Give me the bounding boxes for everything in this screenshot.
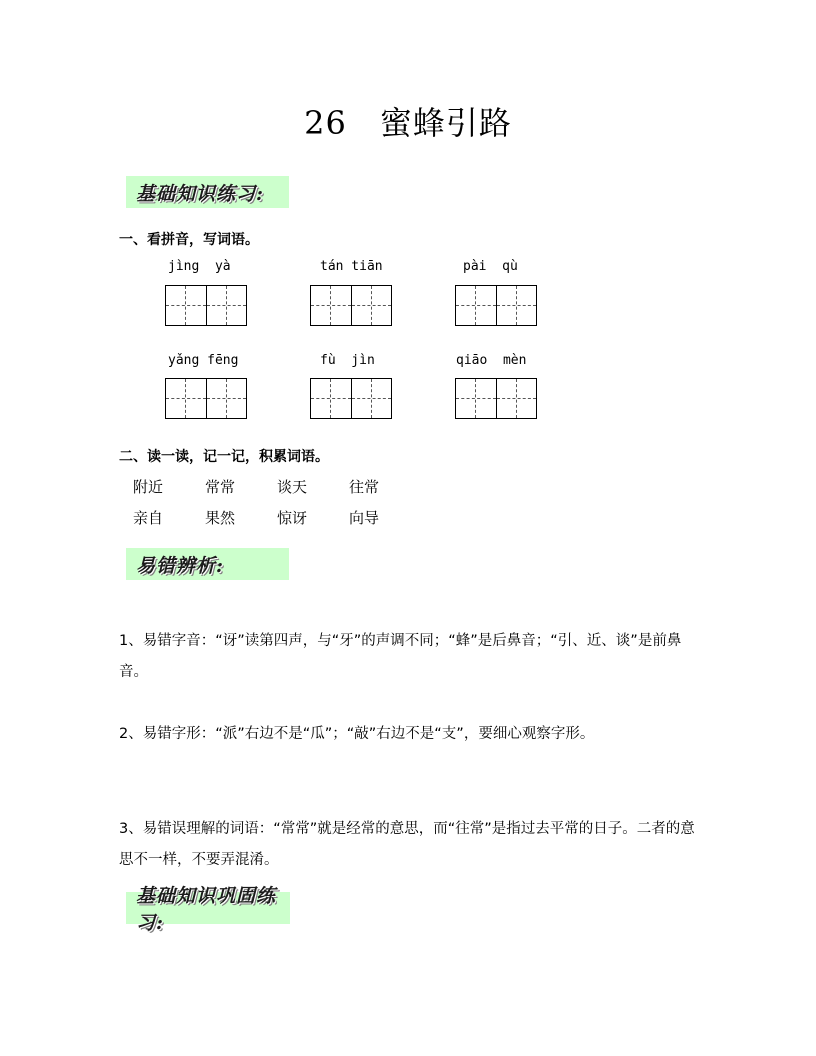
exercise-heading-1: 一、看拼音，写词语。 [119,232,259,248]
section-badge-consolidation [126,885,290,934]
writing-grid[interactable] [310,285,392,326]
section-badge-label: 基础知识练习: [136,182,265,205]
exercise-heading-2: 二、读一读，记一记，积累词语。 [119,449,329,465]
vocab-word: 附近 [133,478,164,496]
pinyin-label: yǎng fēng [168,353,239,368]
writing-grid[interactable] [165,378,247,419]
writing-grid[interactable] [165,285,247,326]
pinyin-label: fù jìn [320,353,375,368]
error-note: 2、易错字形：“派”右边不是“瓜”；“敲”右边不是“支”，要细心观察字形。 [119,726,595,742]
vocab-word: 向导 [349,509,380,527]
writing-grid[interactable] [455,378,537,419]
section-badge-errors [126,548,289,580]
vocab-word: 谈天 [277,478,308,496]
vocab-word: 往常 [349,478,380,496]
pinyin-label: pài qù [463,259,518,274]
pinyin-label: tán tiān [320,259,383,274]
pinyin-label: qiāo mèn [456,353,527,368]
vocab-word: 亲自 [133,509,164,527]
vocab-word: 惊讶 [277,509,308,527]
vocab-word: 果然 [205,509,236,527]
section-badge-label: 易错辨析: [136,554,225,577]
page-title: 26 蜜蜂引路 [304,104,512,142]
section-badge-label: 基础知识巩固练习: [136,885,277,934]
pinyin-label: jìng yà [168,259,231,274]
writing-grid[interactable] [310,378,392,419]
writing-grid[interactable] [455,285,537,326]
error-note: 3、易错误理解的词语：“常常”就是经常的意思，而“往常”是指过去平常的日子。二者的意思不一样，不要弄混淆。 [119,821,695,868]
error-note: 1、易错字音：“讶”读第四声，与“牙”的声调不同；“蜂”是后鼻音；“引、近、谈”是前鼻音。 [119,633,682,680]
section-badge-basic [126,176,289,208]
vocab-word: 常常 [205,478,236,496]
